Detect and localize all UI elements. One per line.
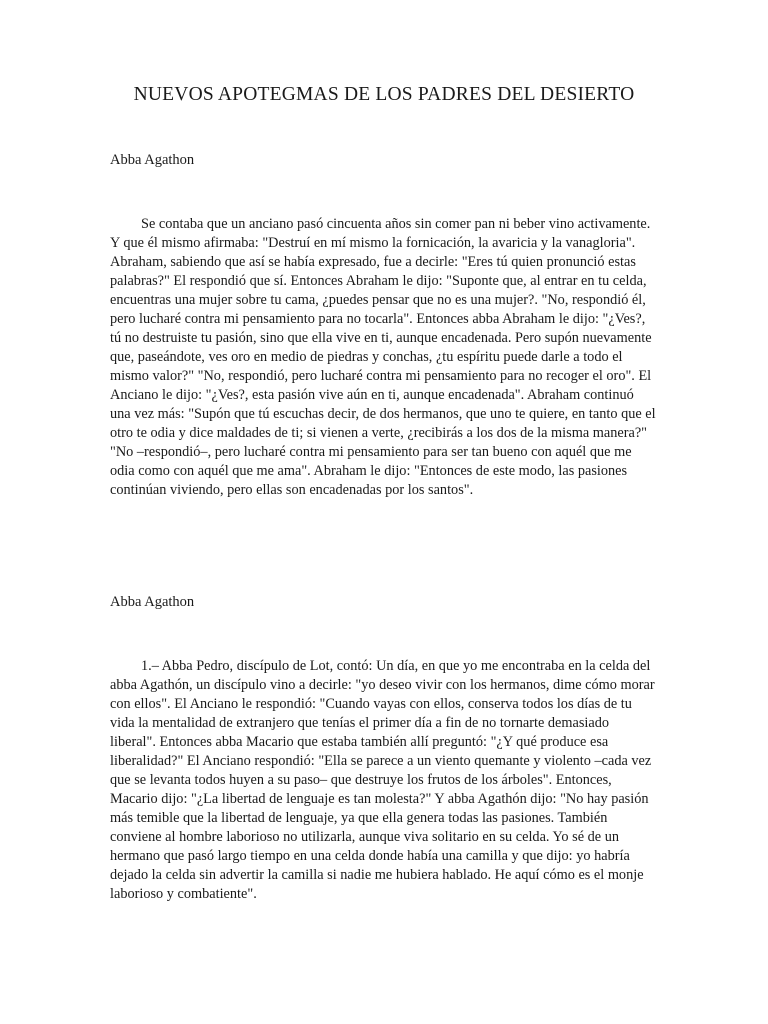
section-heading-1: Abba Agathon: [110, 152, 195, 168]
section-paragraph-1: Se contaba que un anciano pasó cincuenta años sin comer pan ni beber vino activamente. Y que él mismo afirmaba: "Destruí en mí mismo la fornicación, la avaricia y la vanagloria". Abraham, sabiendo que así se había expresado, fue a decirle: "Eres tú quien pronunció estas palabras?" El respondió que sí. Entonces Abraham le dijo: "Suponte que, al entrar en tu celda, encuentras una mujer sobre tu cama, ¿puedes pensar que no es una mujer?. "No, respondió él, pero lucharé contra mi pensamiento para no tocarla". Entonces abba Abraham le dijo: "¿Ves?, tú no destruiste tu pasión, sino que ella vive en ti, aunque encadenada. Pero supón nuevamente que, paseándote, ves oro en medio de piedras y conchas, ¿tu espíritu puede darle a todo el mismo valor?" "No, respondió, pero lucharé contra mi pensamiento para no recoger el oro". El Anciano le dijo: "¿Ves?, esta pasión vive aún en ti, aunque encadenada". Abraham continuó una vez más: "Supón que tú escuchas decir, de dos hermanos, que uno te quiere, en tanto que el otro te odia y dice maldades de ti; si vienen a verte, ¿recibirás a los dos de la misma manera?" "No –respondió–, pero lucharé contra mi pensamiento para ser tan bueno con aquél que me odia como con aquél que me ama". Abraham le dijo: "Entonces de este modo, las pasiones continúan viviendo, pero ellas son encadenadas por los santos".: [110, 216, 656, 498]
document-title: NUEVOS APOTEGMAS DE LOS PADRES DEL DESIERTO: [133, 84, 635, 105]
section-paragraph-2: 1.– Abba Pedro, discípulo de Lot, contó: Un día, en que yo me encontraba en la celda del abba Agathón, un discípulo vino a decirle: "yo deseo vivir con los hermanos, dime cómo morar con ellos". El Anciano le respondió: "Cuando vayas con ellos, conserva todos los días de tu vida la mentalidad de extranjero que tenías el primer día a fin de no tornarte demasiado liberal". Entonces abba Macario que estaba también allí preguntó: "¿Y qué produce esa liberalidad?" El Anciano respondió: "Ella se parece a un viento quemante y violento –cada vez que se levanta todos huyen a su paso– que destruye los frutos de los árboles". Entonces, Macario dijo: "¿La libertad de lenguaje es tan molesta?" Y abba Agathón dijo: "No hay pasión más temible que la libertad de lenguaje, ya que ella genera todas las pasiones. También conviene al hombre laborioso no utilizarla, aunque viva solitario en su celda. Yo sé de un hermano que pasó largo tiempo en una celda donde había una camilla y que dijo: yo habría dejado la celda sin advertir la camilla si nadie me hubiera hablado. He aquí cómo es el monje laborioso y combatiente".: [110, 658, 655, 902]
section-heading-2: Abba Agathon: [110, 594, 195, 610]
